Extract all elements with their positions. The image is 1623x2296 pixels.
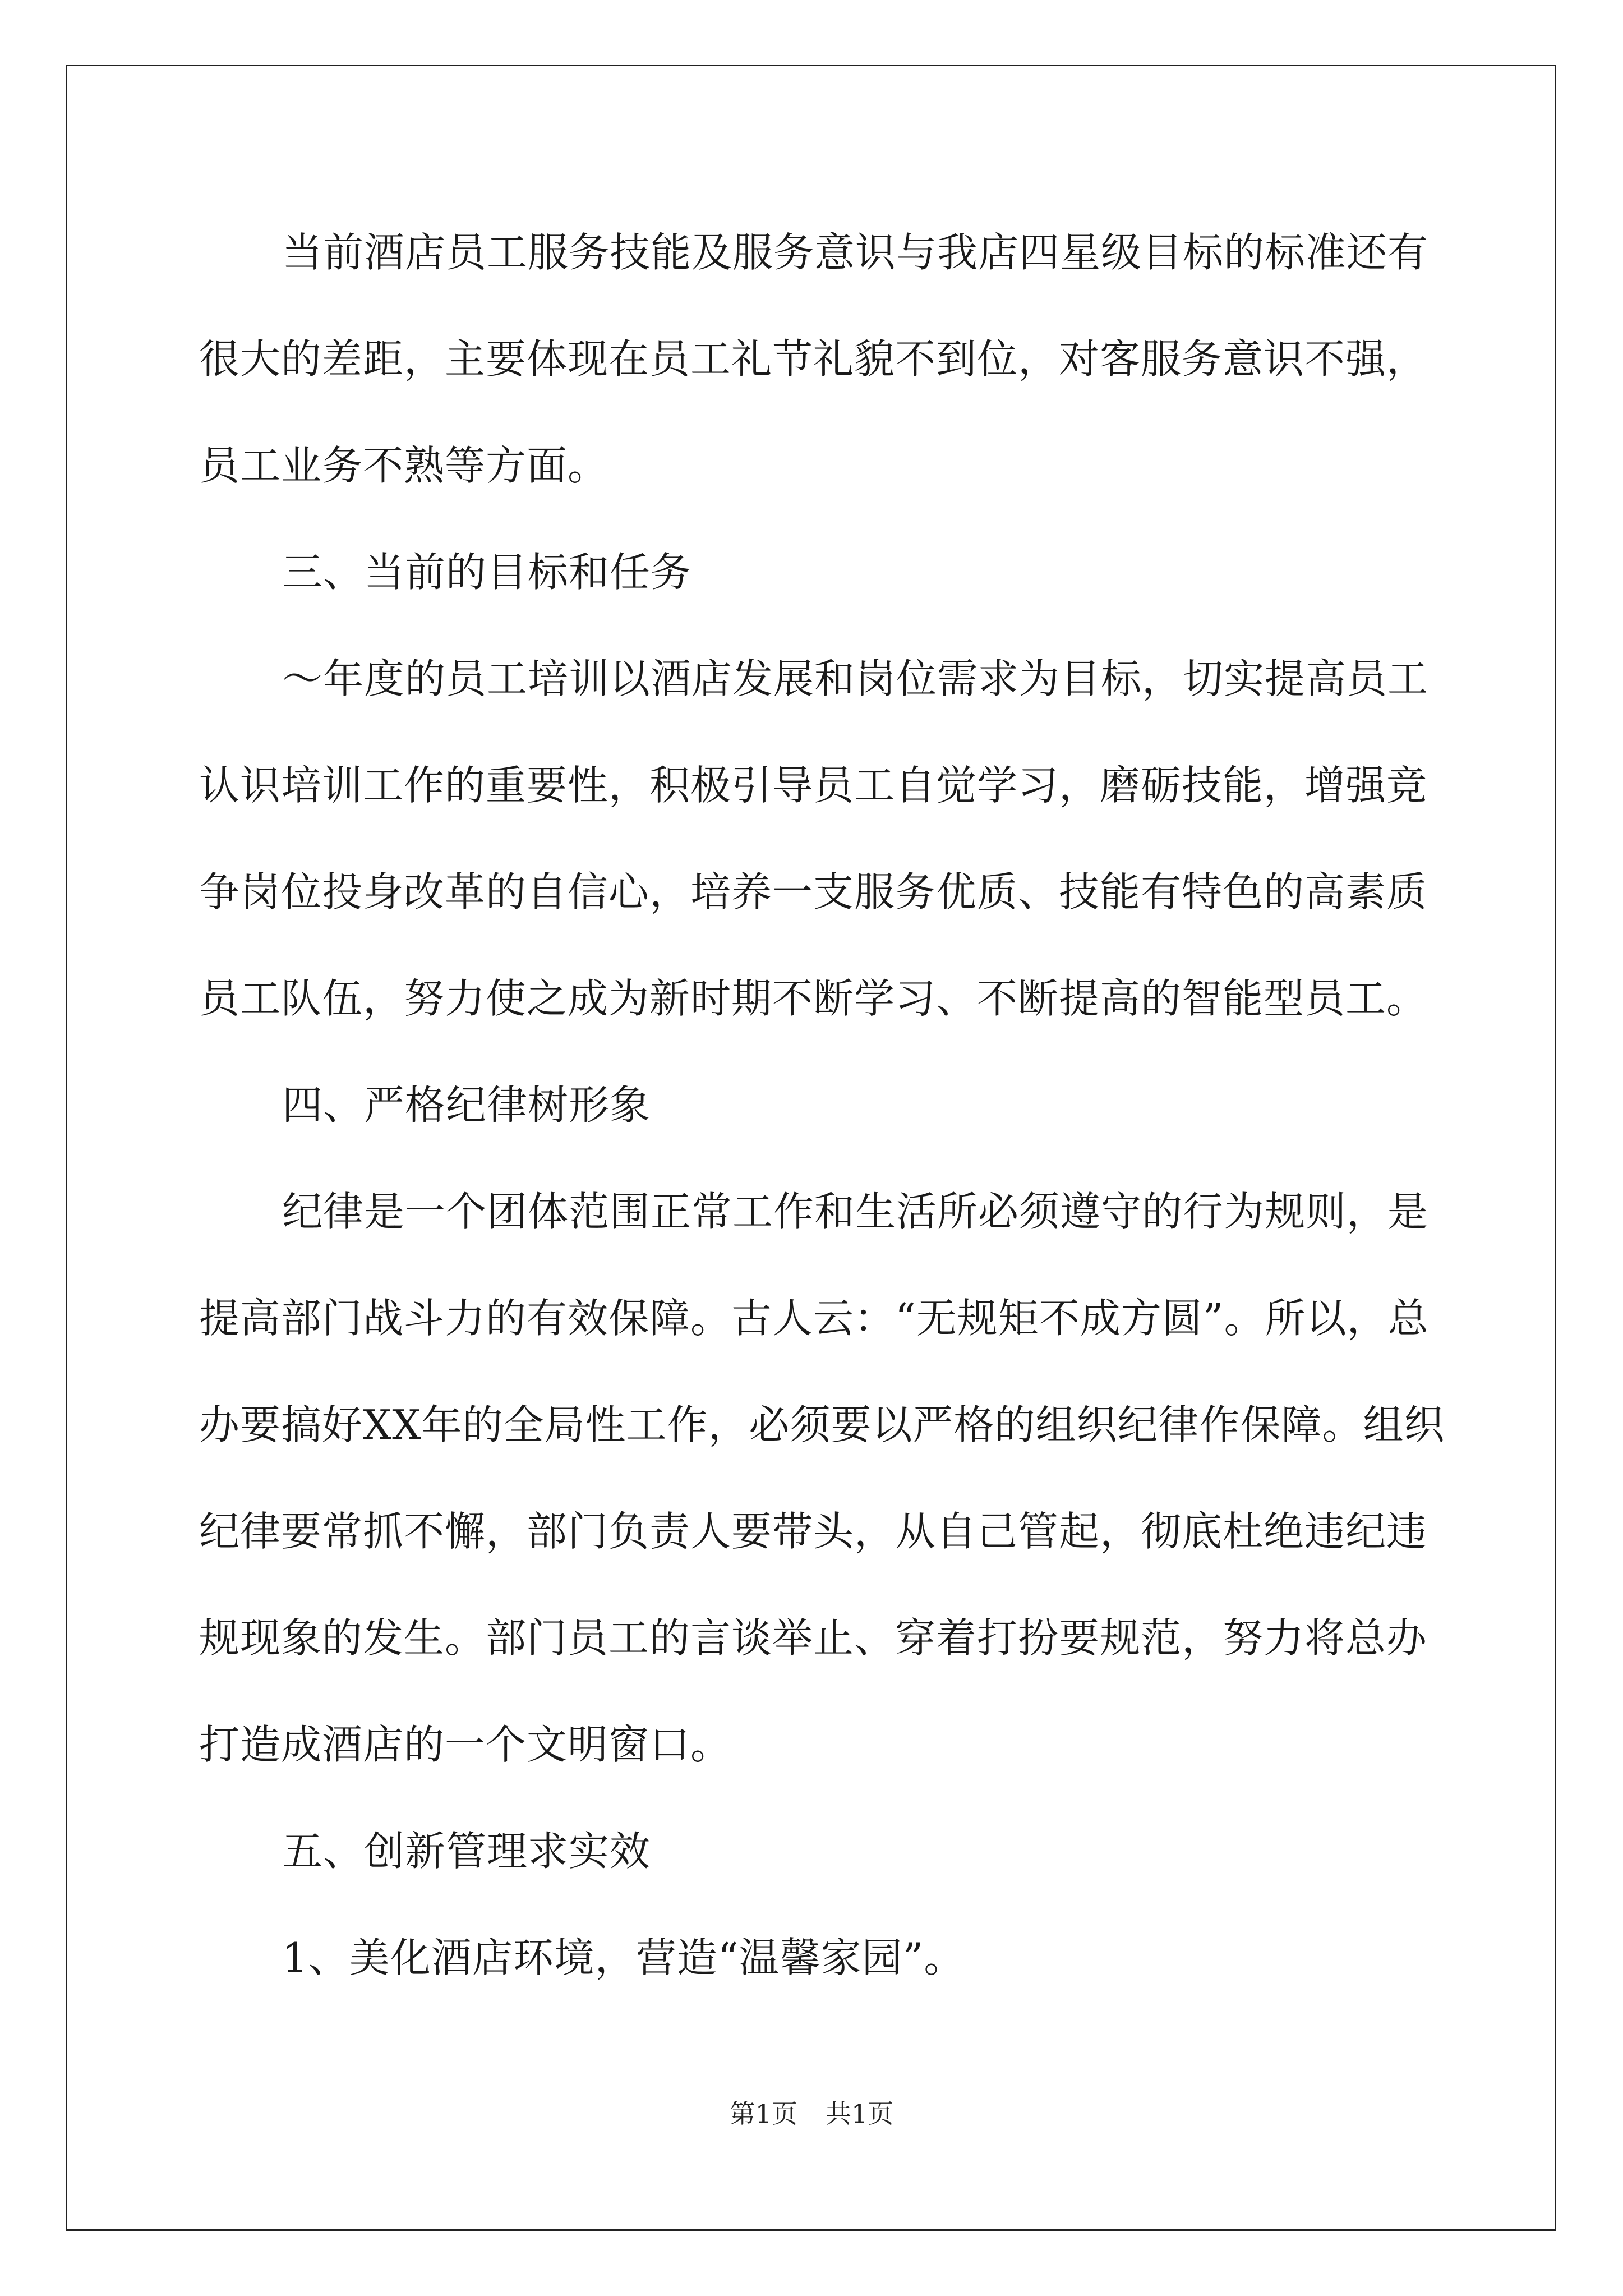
section-heading: 四、严格纪律树形象 [282,1082,651,1129]
paragraph-line: 打造成酒店的一个文明窗口。 [199,1721,732,1768]
paragraph-line: 办要搞好XX年的全局性工作，必须要以严格的组织纪律作保障。组织 [199,1401,1445,1448]
paragraph-line: 员工队伍，努力使之成为新时期不断学习、不断提高的智能型员工。 [199,975,1428,1022]
list-item: 1、美化酒店环境，营造“温馨家园”。 [282,1934,965,1981]
paragraph-line: 认识培训工作的重要性，积极引导员工自觉学习，磨砺技能，增强竞 [199,762,1428,809]
paragraph-line: 规现象的发生。部门员工的言谈举止、穿着打扮要规范，努力将总办 [199,1614,1428,1662]
page-number-total: 共1页 [826,2099,894,2129]
page-number-current: 第1页 [729,2099,797,2129]
paragraph-line: 提高部门战斗力的有效保障。古人云：“无规矩不成方圆”。所以，总 [199,1295,1429,1342]
paragraph-line: ～年度的员工培训以酒店发展和岗位需求为目标，切实提高员工 [282,655,1429,702]
section-heading: 五、创新管理求实效 [282,1828,651,1875]
paragraph-line: 纪律是一个团体范围正常工作和生活所必须遵守的行为规则，是 [282,1188,1429,1235]
paragraph-line: 员工业务不熟等方面。 [199,442,609,489]
paragraph-line: 纪律要常抓不懈，部门负责人要带头，从自己管起，彻底杜绝违纪违 [199,1508,1428,1555]
paragraph-line: 当前酒店员工服务技能及服务意识与我店四星级目标的标准还有 [282,229,1429,276]
paragraph-line: 争岗位投身改革的自信心，培养一支服务优质、技能有特色的高素质 [199,868,1428,915]
paragraph-line: 很大的差距，主要体现在员工礼节礼貌不到位，对客服务意识不强， [199,335,1428,383]
section-heading: 三、当前的目标和任务 [282,549,692,596]
page-footer [0,2097,1623,2131]
